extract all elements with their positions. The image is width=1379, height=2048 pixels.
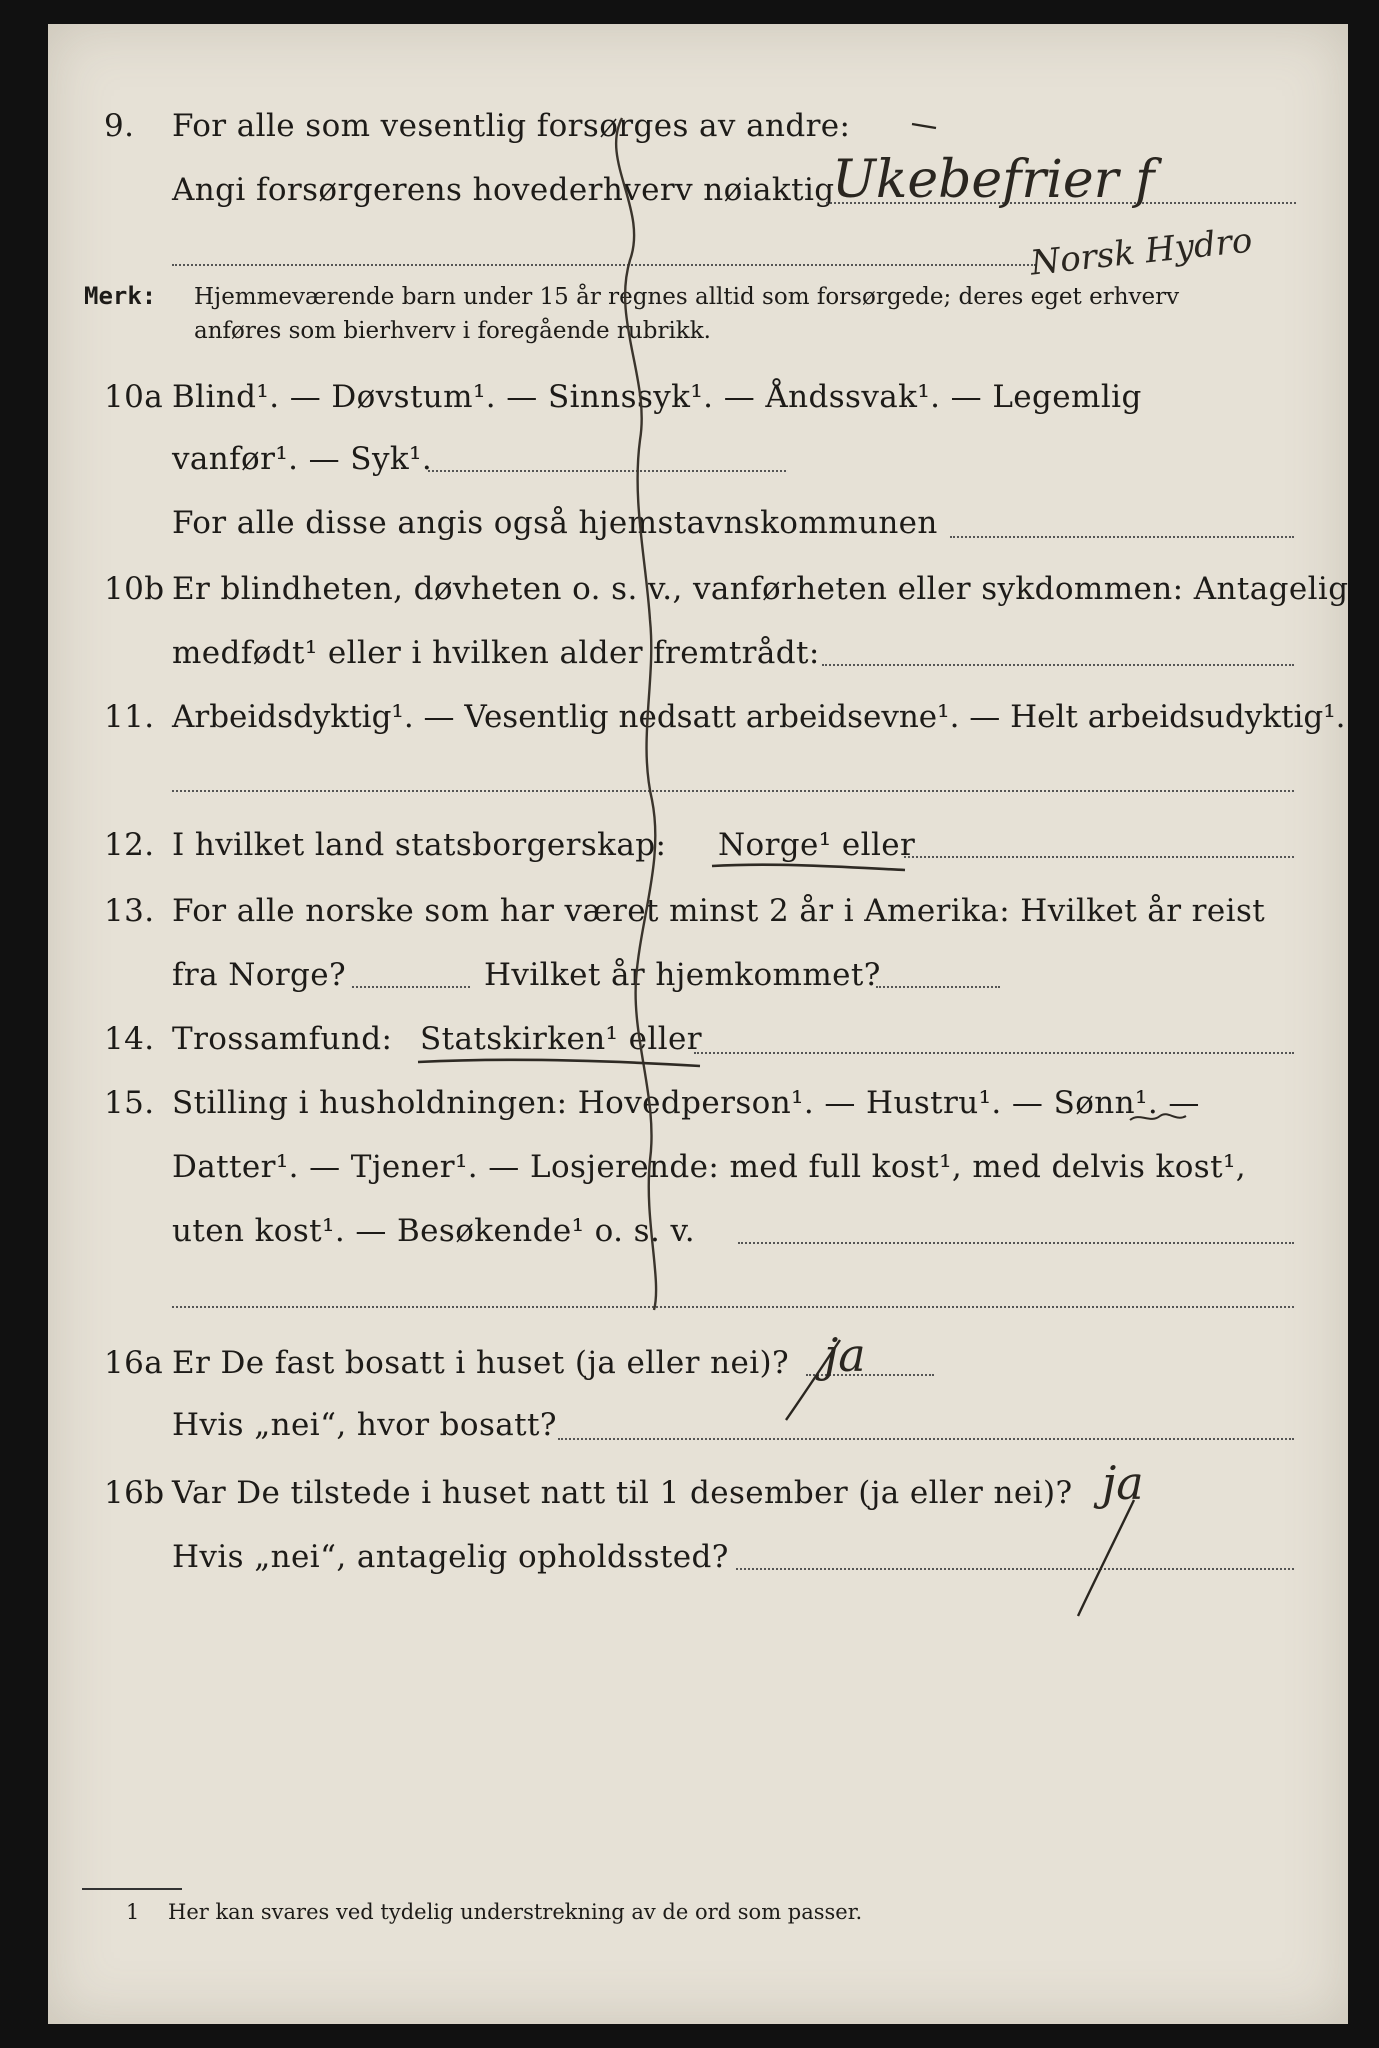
- q10a-line1: Blind¹. — Døvstum¹. — Sinnssyk¹. — Åndssvak¹. — Legemlig: [172, 379, 1142, 415]
- q10a-line3: For alle disse angis også hjemstavnskommunen: [172, 505, 938, 541]
- q9-handwritten-employer: Norsk Hydro: [1028, 220, 1255, 284]
- q16a-line1: Er De fast bosatt i huset (ja eller nei)?: [172, 1345, 790, 1381]
- q10b-number: 10b: [104, 571, 165, 607]
- q14-number: 14.: [104, 1021, 155, 1057]
- q9-stroke-mark: [912, 124, 936, 128]
- q16a-handwritten-answer: ja: [824, 1328, 866, 1382]
- q16b-handwritten-answer: ja: [1102, 1456, 1144, 1510]
- statskirken-underline: [418, 1060, 700, 1066]
- footnote-mark: 1: [126, 1900, 140, 1924]
- q14-statskirken-option: Statskirken¹ eller: [420, 1021, 702, 1057]
- q13-line2a: fra Norge?: [172, 957, 347, 993]
- q16b-checkmark: [1078, 1500, 1134, 1616]
- q11-line1: Arbeidsdyktig¹. — Vesentlig nedsatt arbeidsevne¹. — Helt arbeidsudyktig¹.: [172, 699, 1346, 735]
- q12-text: I hvilket land statsborgerskap:: [172, 827, 667, 863]
- q10a-number: 10a: [104, 379, 164, 415]
- q10b-line1: Er blindheten, døvheten o. s. v., vanførheten eller sykdommen: Antagelig: [172, 571, 1349, 607]
- merk-line1: Hjemmeværende barn under 15 år regnes alltid som forsørgede; deres eget erhverv: [194, 284, 1180, 310]
- q10a-line2: vanfør¹. — Syk¹.: [172, 441, 433, 477]
- q11-number: 11.: [104, 699, 155, 735]
- q12-norge-option: Norge¹ eller: [718, 827, 916, 863]
- q13-number: 13.: [104, 893, 155, 929]
- merk-label: Merk:: [84, 282, 157, 310]
- q15-line2: Datter¹. — Tjener¹. — Losjerende: med full kost¹, med delvis kost¹,: [172, 1149, 1247, 1185]
- q13-line2b: Hvilket år hjemkommet?: [484, 957, 881, 993]
- q9-line2: Angi forsørgerens hovederhverv nøiaktig: [172, 172, 835, 208]
- q16b-number: 16b: [104, 1475, 165, 1511]
- q16a-number: 16a: [104, 1345, 164, 1381]
- vertical-pen-stroke: [616, 118, 656, 1310]
- q15-line1: Stilling i husholdningen: Hovedperson¹. — Hustru¹. — Sønn¹. —: [172, 1085, 1200, 1121]
- q9-number: 9.: [104, 108, 135, 144]
- sonn-mark: [1130, 1114, 1186, 1120]
- q16a-line2: Hvis „nei“, hvor bosatt?: [172, 1407, 557, 1443]
- q12-number: 12.: [104, 827, 155, 863]
- q15-line3: uten kost¹. — Besøkende¹ o. s. v.: [172, 1213, 695, 1249]
- q9-handwritten-answer: Ukebefrier f: [832, 150, 1155, 210]
- q16b-line1: Var De tilstede i huset natt til 1 desember (ja eller nei)?: [172, 1475, 1073, 1511]
- q10b-line2: medfødt¹ eller i hvilken alder fremtrådt:: [172, 635, 820, 671]
- q16b-line2: Hvis „nei“, antagelig opholdssted?: [172, 1539, 729, 1575]
- q9-line1: For alle som vesentlig forsørges av andre:: [172, 108, 851, 144]
- q15-number: 15.: [104, 1085, 155, 1121]
- norge-underline: [712, 865, 905, 870]
- q16a-checkmark: [786, 1340, 840, 1420]
- q13-line1: For alle norske som har været minst 2 år i Amerika: Hvilket år reist: [172, 893, 1266, 929]
- footnote-text: Her kan svares ved tydelig understrekning av de ord som passer.: [168, 1900, 863, 1924]
- merk-line2: anføres som bierhverv i foregående rubrikk.: [194, 318, 711, 344]
- q14-text: Trossamfund:: [172, 1021, 393, 1057]
